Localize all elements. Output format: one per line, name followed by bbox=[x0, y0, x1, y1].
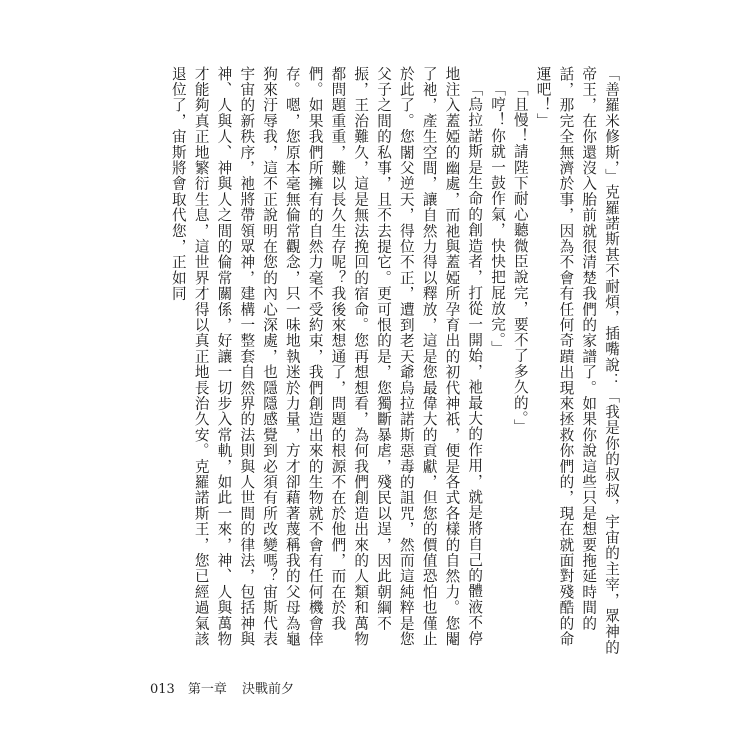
page-footer bbox=[150, 678, 294, 697]
page-number: 013 bbox=[150, 682, 175, 697]
chapter-title: 決戰前夕 bbox=[242, 682, 295, 697]
chapter-label: 第一章 bbox=[187, 682, 227, 697]
paragraph: 「烏拉諾斯是生命的創造者，打從一開始，祂最大的作用，就是將自己的體液不停地注入蓋婭的幽處，而祂與蓋婭所孕育出的初代神祇，便是各式各樣的自然力。您閹了祂，產生空間，讓自然力得以釋放，這是您最偉大的貢獻，但您的價值恐怕也僅止於此了。您闍父逆天，得位不正，遭到老天爺烏拉諾斯惡毒的詛咒，然而這純粹是您父子之間的私事，且不去提它。更可恨的是，您獨斷暴虐，殘民以逞，因此朝綱不振，王治難久，這是無法挽回的宿命。您再想想看，為何我們創造出來的人類和萬物都問題重重，難以長久生存呢？我後來想通了，問題的根源不在於他們，而在於我們。如果我們所擁有的自然力毫不受約束，我們創造出來的生物就不會有任何機會倖存。嗯，您原本毫無倫常觀念，只一味地執迷於力量，方才卻藉著蔑稱我的父母為龜狗來汙辱我，這不正說明在您的內心深處，也隱隱感覺到必須有所改變嗎？宙斯代表宇宙的新秩序，祂將帶領眾神，建構一整套自然界的法則與人世間的律法，包括神與神、人與人、神與人之間的倫常關係，好讓一切步入常軌，如此一來，神、人與萬物才能夠真正地繁衍生息，這世界才得以真正地長治久安。克羅諾斯王，您已經過氣該退位了，宙斯將會取代您，正如同 bbox=[169, 66, 484, 647]
paragraph: 「且慢！請陛下耐心聽微臣說完，要不了多久的。」 bbox=[511, 80, 529, 435]
body-text bbox=[142, 66, 622, 656]
paragraph: 「哼！你就一鼓作氣，快快把屁放完。」 bbox=[489, 80, 507, 356]
paragraph: 「善羅米修斯，」克羅諾斯甚不耐煩，插嘴說：「我是你的叔叔，宇宙的主宰，眾神的帝王，在你還沒入胎前就很清楚我們的家譜了。如果你說這些只是想要拖延時間的話，那完全無濟於事，因為不會有任何奇蹟出現來拯救你們的，現在就面對殘酷的命運吧！」 bbox=[534, 66, 620, 656]
